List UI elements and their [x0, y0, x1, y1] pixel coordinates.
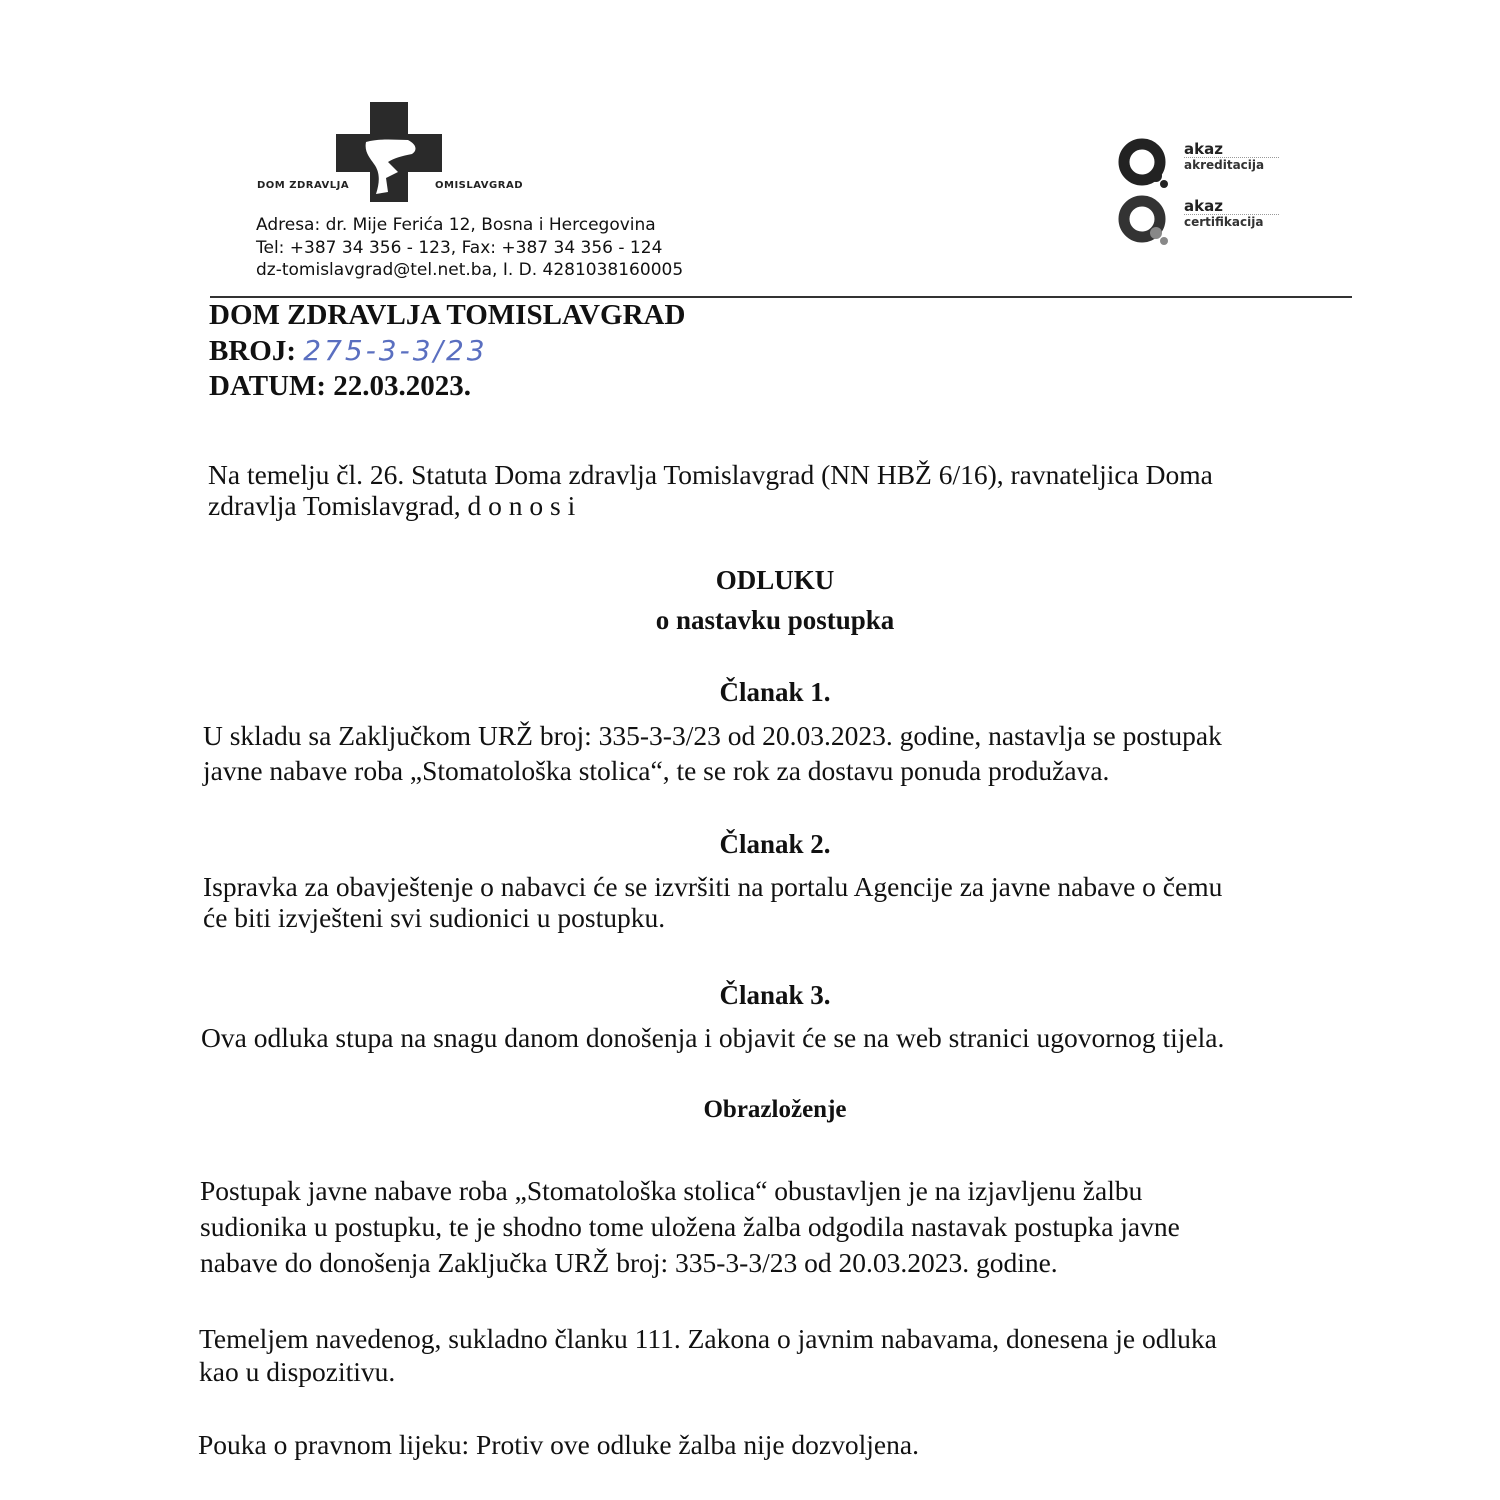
legal-remedy-notice: [198, 1429, 919, 1460]
text-line: nabave do donošenja Zaključka URŽ broj: 335-3-3/23 od 20.03.2023. godine.: [200, 1247, 1058, 1278]
intro-paragraph: [208, 459, 1213, 521]
article-2-heading: Članak 2.: [719, 829, 831, 859]
phone-line: Tel: +387 34 356 - 123, Fax: +387 34 356 - 124: [256, 237, 663, 258]
handwritten-reference-number: 275-3-3/23: [303, 334, 488, 367]
article-1-text: [203, 720, 1222, 786]
akaz-q-icon: [1118, 195, 1168, 245]
broj-label: BROJ:: [209, 335, 296, 367]
badge-title: akaz: [1184, 140, 1223, 158]
article-2-text: [203, 871, 1222, 933]
text-line: zdravlja Tomislavgrad, d o n o s i: [208, 490, 576, 521]
text-line: javne nabave roba „Stomatološka stolica“, te se rok za dostavu ponuda produžava.: [203, 755, 1110, 786]
text-line: sudionika u postupku, te je shodno tome uložena žalba odgodila nastavak postupka javne: [200, 1211, 1180, 1242]
badge-title: akaz: [1184, 197, 1223, 215]
text-line: Ova odluka stupa na snagu danom donošenja i objavit će se na web stranici ugovornog tijela.: [201, 1022, 1225, 1053]
text-line: Postupak javne nabave roba „Stomatološka stolica“ obustavljen je na izjavljenu žalbu: [200, 1175, 1143, 1206]
article-1-heading: Članak 1.: [719, 677, 831, 707]
text-line: Na temelju čl. 26. Statuta Doma zdravlja Tomislavgrad (NN HBŽ 6/16), ravnateljica Doma: [208, 459, 1213, 490]
text-line: U skladu sa Zaključkom URŽ broj: 335-3-3/23 od 20.03.2023. godine, nastavlja se postupak: [203, 720, 1222, 751]
document-date: DATUM: 22.03.2023.: [209, 370, 472, 402]
text-line: Ispravka za obavještenje o nabavci će se izvršiti na portalu Agencije za javne nabave o čemu: [203, 871, 1223, 902]
badge-subtitle: certifikacija: [1184, 215, 1264, 229]
institution-name: DOM ZDRAVLJA TOMISLAVGRAD: [209, 299, 686, 331]
article-3-heading: Članak 3.: [719, 980, 831, 1010]
decision-title: ODLUKU: [715, 565, 835, 595]
reasoning-heading: Obrazloženje: [703, 1096, 847, 1123]
logo-text-right: OMISLAVGRAD: [435, 180, 523, 191]
text-line: će biti izvješteni svi sudionici u postupku.: [203, 902, 666, 933]
address-line: Adresa: dr. Mije Ferića 12, Bosna i Hercegovina: [256, 215, 656, 235]
text-line: Pouka o pravnom lijeku: Protiv ove odluke žalba nije dozvoljena.: [198, 1429, 919, 1460]
reasoning-paragraph-1: [200, 1173, 1180, 1281]
akaz-q-icon: [1118, 138, 1168, 188]
email-line: dz-tomislavgrad@tel.net.ba, I. D. 4281038160005: [256, 260, 684, 280]
address-block: [256, 214, 683, 282]
badge-subtitle: akreditacija: [1184, 158, 1265, 172]
health-center-logo-icon: [336, 102, 442, 202]
text-line: Temeljem navedenog, sukladno članku 111. Zakona o javnim nabavama, donesena je odluka: [199, 1323, 1217, 1354]
article-3-text: [201, 1022, 1224, 1053]
text-line: kao u dispozitivu.: [199, 1356, 396, 1387]
decision-subtitle: o nastavku postupka: [655, 605, 895, 635]
logo-text-left: DOM ZDRAVLJA: [257, 180, 350, 191]
reasoning-paragraph-2: [199, 1322, 1217, 1388]
document-header: [209, 298, 685, 404]
